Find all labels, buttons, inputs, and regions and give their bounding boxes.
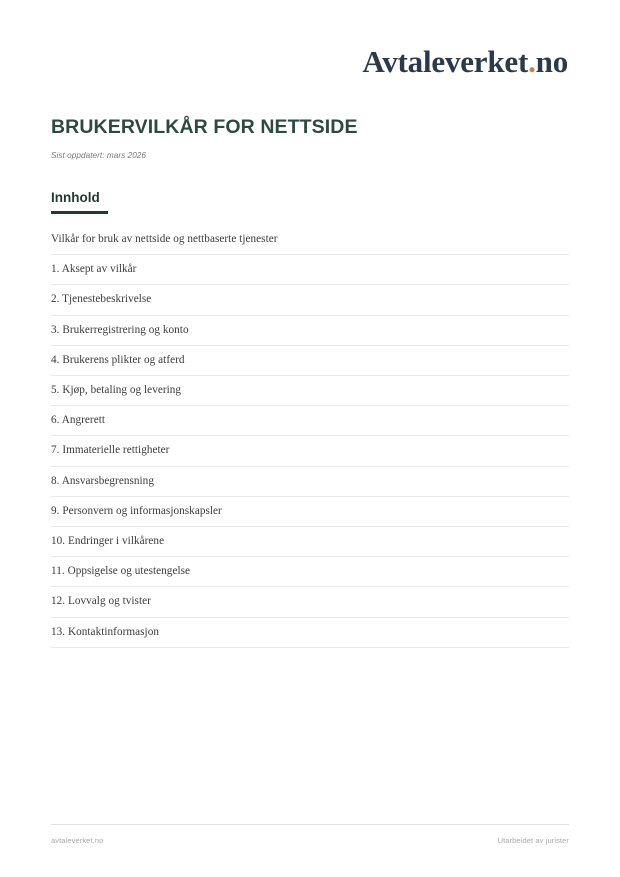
footer-credit: Utarbeidet av jurister	[497, 836, 569, 845]
page-title: BRUKERVILKÅR FOR NETTSIDE	[51, 116, 358, 138]
list-item[interactable]: 5. Kjøp, betaling og levering	[51, 385, 569, 406]
section-heading-underline	[51, 211, 108, 214]
list-item[interactable]: 12. Lovvalg og tvister	[51, 596, 569, 617]
list-item[interactable]: 2. Tjenestebeskrivelse	[51, 294, 569, 315]
list-item[interactable]: 9. Personvern og informasjonskapsler	[51, 506, 569, 527]
list-item[interactable]: 8. Ansvarsbegrensning	[51, 476, 569, 497]
document-header	[51, 46, 568, 92]
contents-section	[51, 189, 569, 214]
list-item[interactable]: 7. Immaterielle rettigheter	[51, 445, 569, 466]
list-item[interactable]: 1. Aksept av vilkår	[51, 264, 569, 285]
footer-site-name: avtaleverket.no	[51, 836, 104, 845]
list-item[interactable]: 6. Angrerett	[51, 415, 569, 436]
logo-tld-text: no	[535, 44, 568, 79]
site-logo	[362, 46, 568, 77]
logo-brand-text: Avtaleverket	[362, 44, 529, 79]
list-item[interactable]: 3. Brukerregistrering og konto	[51, 325, 569, 346]
list-item[interactable]: 11. Oppsigelse og utestengelse	[51, 566, 569, 587]
last-updated-text: Sist oppdatert: mars 2026	[51, 151, 147, 160]
section-heading-innhold: Innhold	[51, 190, 100, 205]
logo-accent-dot: .	[528, 44, 536, 79]
list-item[interactable]: Vilkår for bruk av nettside og nettbaserte tjenester	[51, 234, 569, 255]
document-footer	[51, 824, 569, 845]
list-item[interactable]: 4. Brukerens plikter og atferd	[51, 355, 569, 376]
list-item[interactable]: 10. Endringer i vilkårene	[51, 536, 569, 557]
table-of-contents	[51, 234, 569, 657]
list-item[interactable]: 13. Kontaktinformasjon	[51, 627, 569, 648]
